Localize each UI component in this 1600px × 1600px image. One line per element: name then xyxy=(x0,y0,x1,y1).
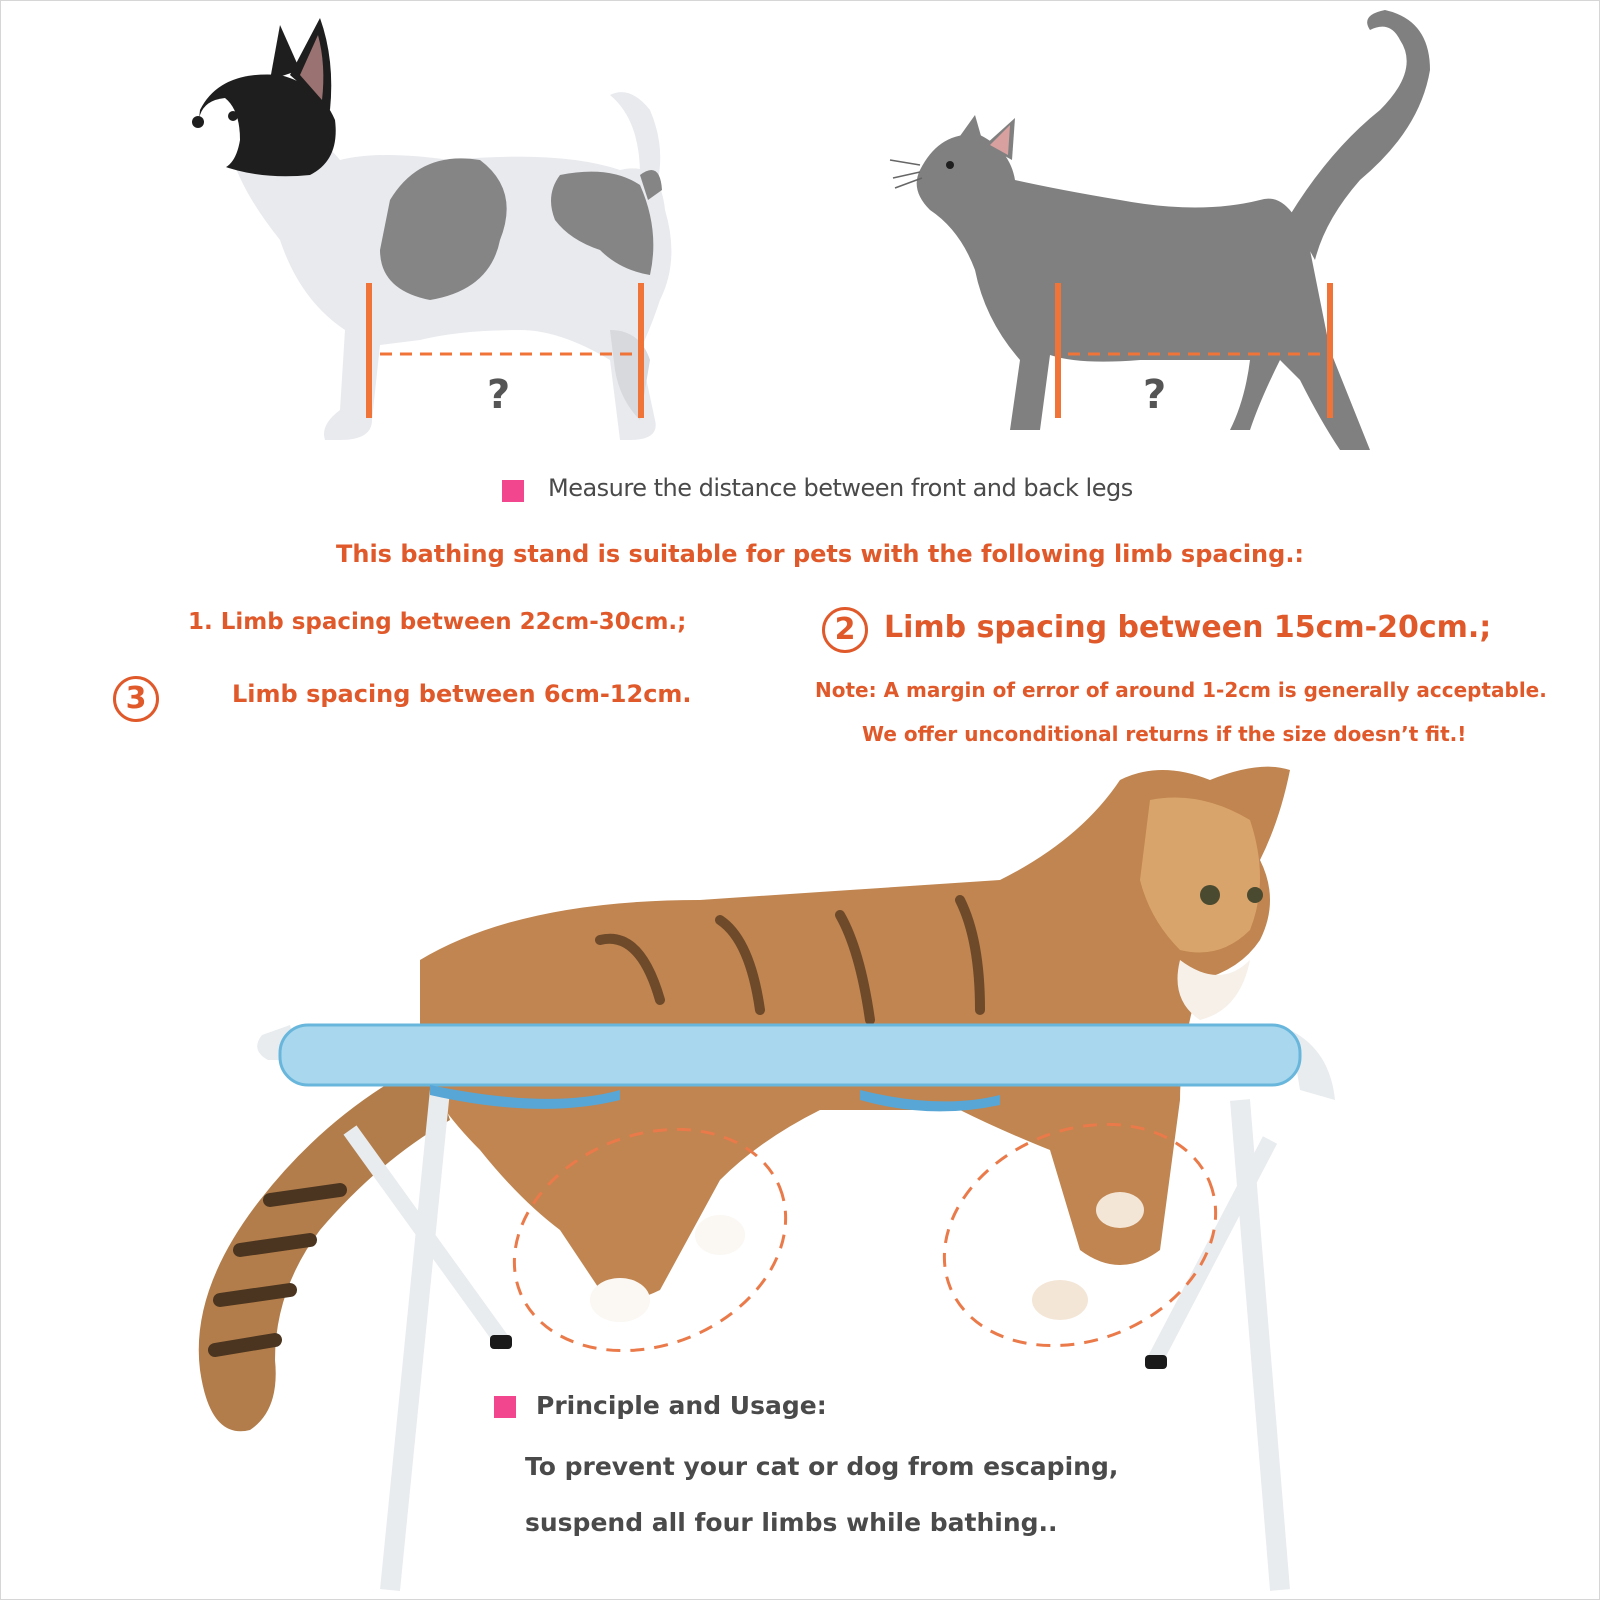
error-margin-note: Note: A margin of error of around 1-2cm is generally acceptable. xyxy=(815,678,1547,702)
circled-number-2: 2 xyxy=(822,607,868,653)
dog-question-mark: ? xyxy=(487,372,511,418)
usage-legend-square xyxy=(494,1396,516,1418)
returns-note: We offer unconditional returns if the size doesn’t fit.! xyxy=(862,722,1467,746)
dog-illustration xyxy=(192,18,671,440)
usage-heading: Principle and Usage: xyxy=(536,1391,827,1420)
suitability-heading: This bathing stand is suitable for pets with the following limb spacing.: xyxy=(336,540,1305,568)
legend-square xyxy=(502,480,524,502)
circled-number-3: 3 xyxy=(113,676,159,722)
limb-spacing-item-1: 1. Limb spacing between 22cm-30cm.; xyxy=(188,609,687,635)
measure-heading: Measure the distance between front and back legs xyxy=(548,474,1133,502)
cat-question-mark: ? xyxy=(1143,372,1167,418)
limb-spacing-item-3: Limb spacing between 6cm-12cm. xyxy=(232,680,692,708)
usage-line-1: To prevent your cat or dog from escaping, xyxy=(525,1452,1119,1481)
usage-line-2: suspend all four limbs while bathing.. xyxy=(525,1508,1058,1537)
limb-spacing-item-2: Limb spacing between 15cm-20cm.; xyxy=(884,610,1492,645)
